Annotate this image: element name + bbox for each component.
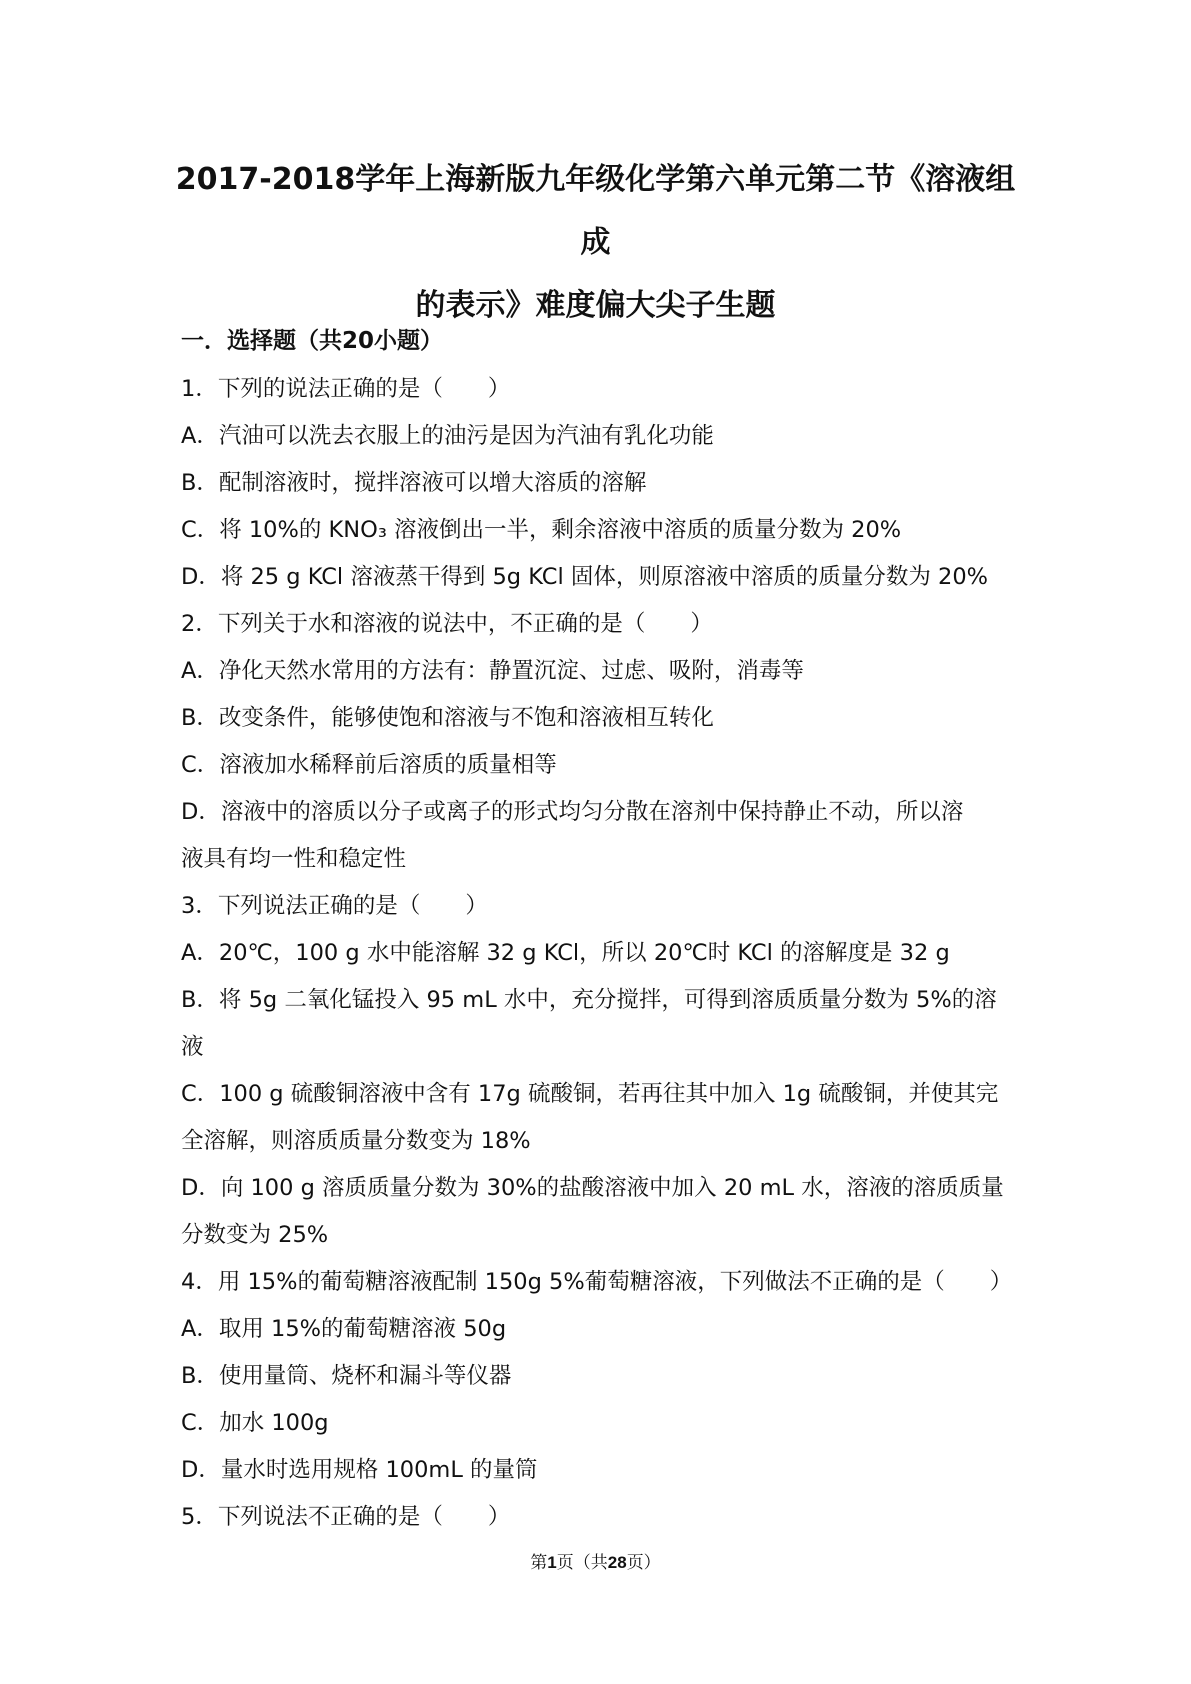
title-line-1: 2017-2018学年上海新版九年级化学第六单元第二节《溶液组成 [175,162,1016,260]
question-2-option-a: A．净化天然水常用的方法有：静置沉淀、过虑、吸附，消毒等 [181,658,804,684]
question-1-stem: 1．下列的说法正确的是（ ） [181,376,511,402]
question-1-option-d: D．将 25 g KCl 溶液蒸干得到 5g KCl 固体，则原溶液中溶质的质量分数为 20% [181,564,989,590]
question-3-option-a: A．20℃，100 g 水中能溶解 32 g KCl，所以 20℃时 KCl 的溶解度是 32 g [181,940,950,966]
question-2-option-c: C．溶液加水稀释前后溶质的质量相等 [181,752,557,778]
title-line-2: 的表示》难度偏大尖子生题 [415,288,776,323]
question-5-stem: 5．下列说法不正确的是（ ） [181,1504,511,1530]
question-4-option-c: C．加水 100g [181,1410,329,1436]
document-title [170,148,1021,337]
question-4-option-a: A．取用 15%的葡萄糖溶液 50g [181,1316,507,1342]
footer-middle: 页（共 [556,1553,608,1573]
footer-total-pages: 28 [607,1553,627,1572]
footer-page-number: 1 [547,1553,557,1572]
question-1-option-b: B．配制溶液时，搅拌溶液可以增大溶质的溶解 [181,470,647,496]
question-3-option-c: C．100 g 硫酸铜溶液中含有 17g 硫酸铜，若再往其中加入 1g 硫酸铜，并使其完 [181,1081,999,1107]
question-2-option-d: D．溶液中的溶质以分子或离子的形式均匀分散在溶剂中保持静止不动，所以溶 [181,799,964,825]
question-4-option-d: D．量水时选用规格 100mL 的量筒 [181,1457,538,1483]
question-2-option-b: B．改变条件，能够使饱和溶液与不饱和溶液相互转化 [181,705,714,731]
section-heading: 一．选择题（共20小题） [181,328,444,354]
question-1-option-c: C．将 10%的 KNO₃ 溶液倒出一半，剩余溶液中溶质的质量分数为 20% [181,517,902,543]
question-4-option-b: B．使用量筒、烧杯和漏斗等仪器 [181,1363,512,1389]
question-1-option-a: A．汽油可以洗去衣服上的油污是因为汽油有乳化功能 [181,423,714,449]
question-3-option-b: B．将 5g 二氧化锰投入 95 mL 水中，充分搅拌，可得到溶质质量分数为 5%的溶 [181,987,997,1013]
footer-suffix: 页） [626,1553,661,1573]
question-4-stem: 4．用 15%的葡萄糖溶液配制 150g 5%葡萄糖溶液，下列做法不正确的是（ ） [181,1269,1013,1295]
question-2-stem: 2．下列关于水和溶液的说法中，不正确的是（ ） [181,611,713,637]
page-footer [0,1548,1191,1573]
question-3-option-d-cont: 分数变为 25% [181,1222,329,1248]
question-3-option-c-cont: 全溶解，则溶质质量分数变为 18% [181,1128,531,1154]
question-3-option-d: D．向 100 g 溶质质量分数为 30%的盐酸溶液中加入 20 mL 水，溶液的溶质质量 [181,1175,1004,1201]
question-list [181,366,1021,1541]
question-3-stem: 3．下列说法正确的是（ ） [181,893,488,919]
question-2-option-d-cont: 液具有均一性和稳定性 [181,846,407,872]
footer-prefix: 第 [530,1553,548,1573]
question-3-option-b-cont: 液 [181,1034,204,1060]
